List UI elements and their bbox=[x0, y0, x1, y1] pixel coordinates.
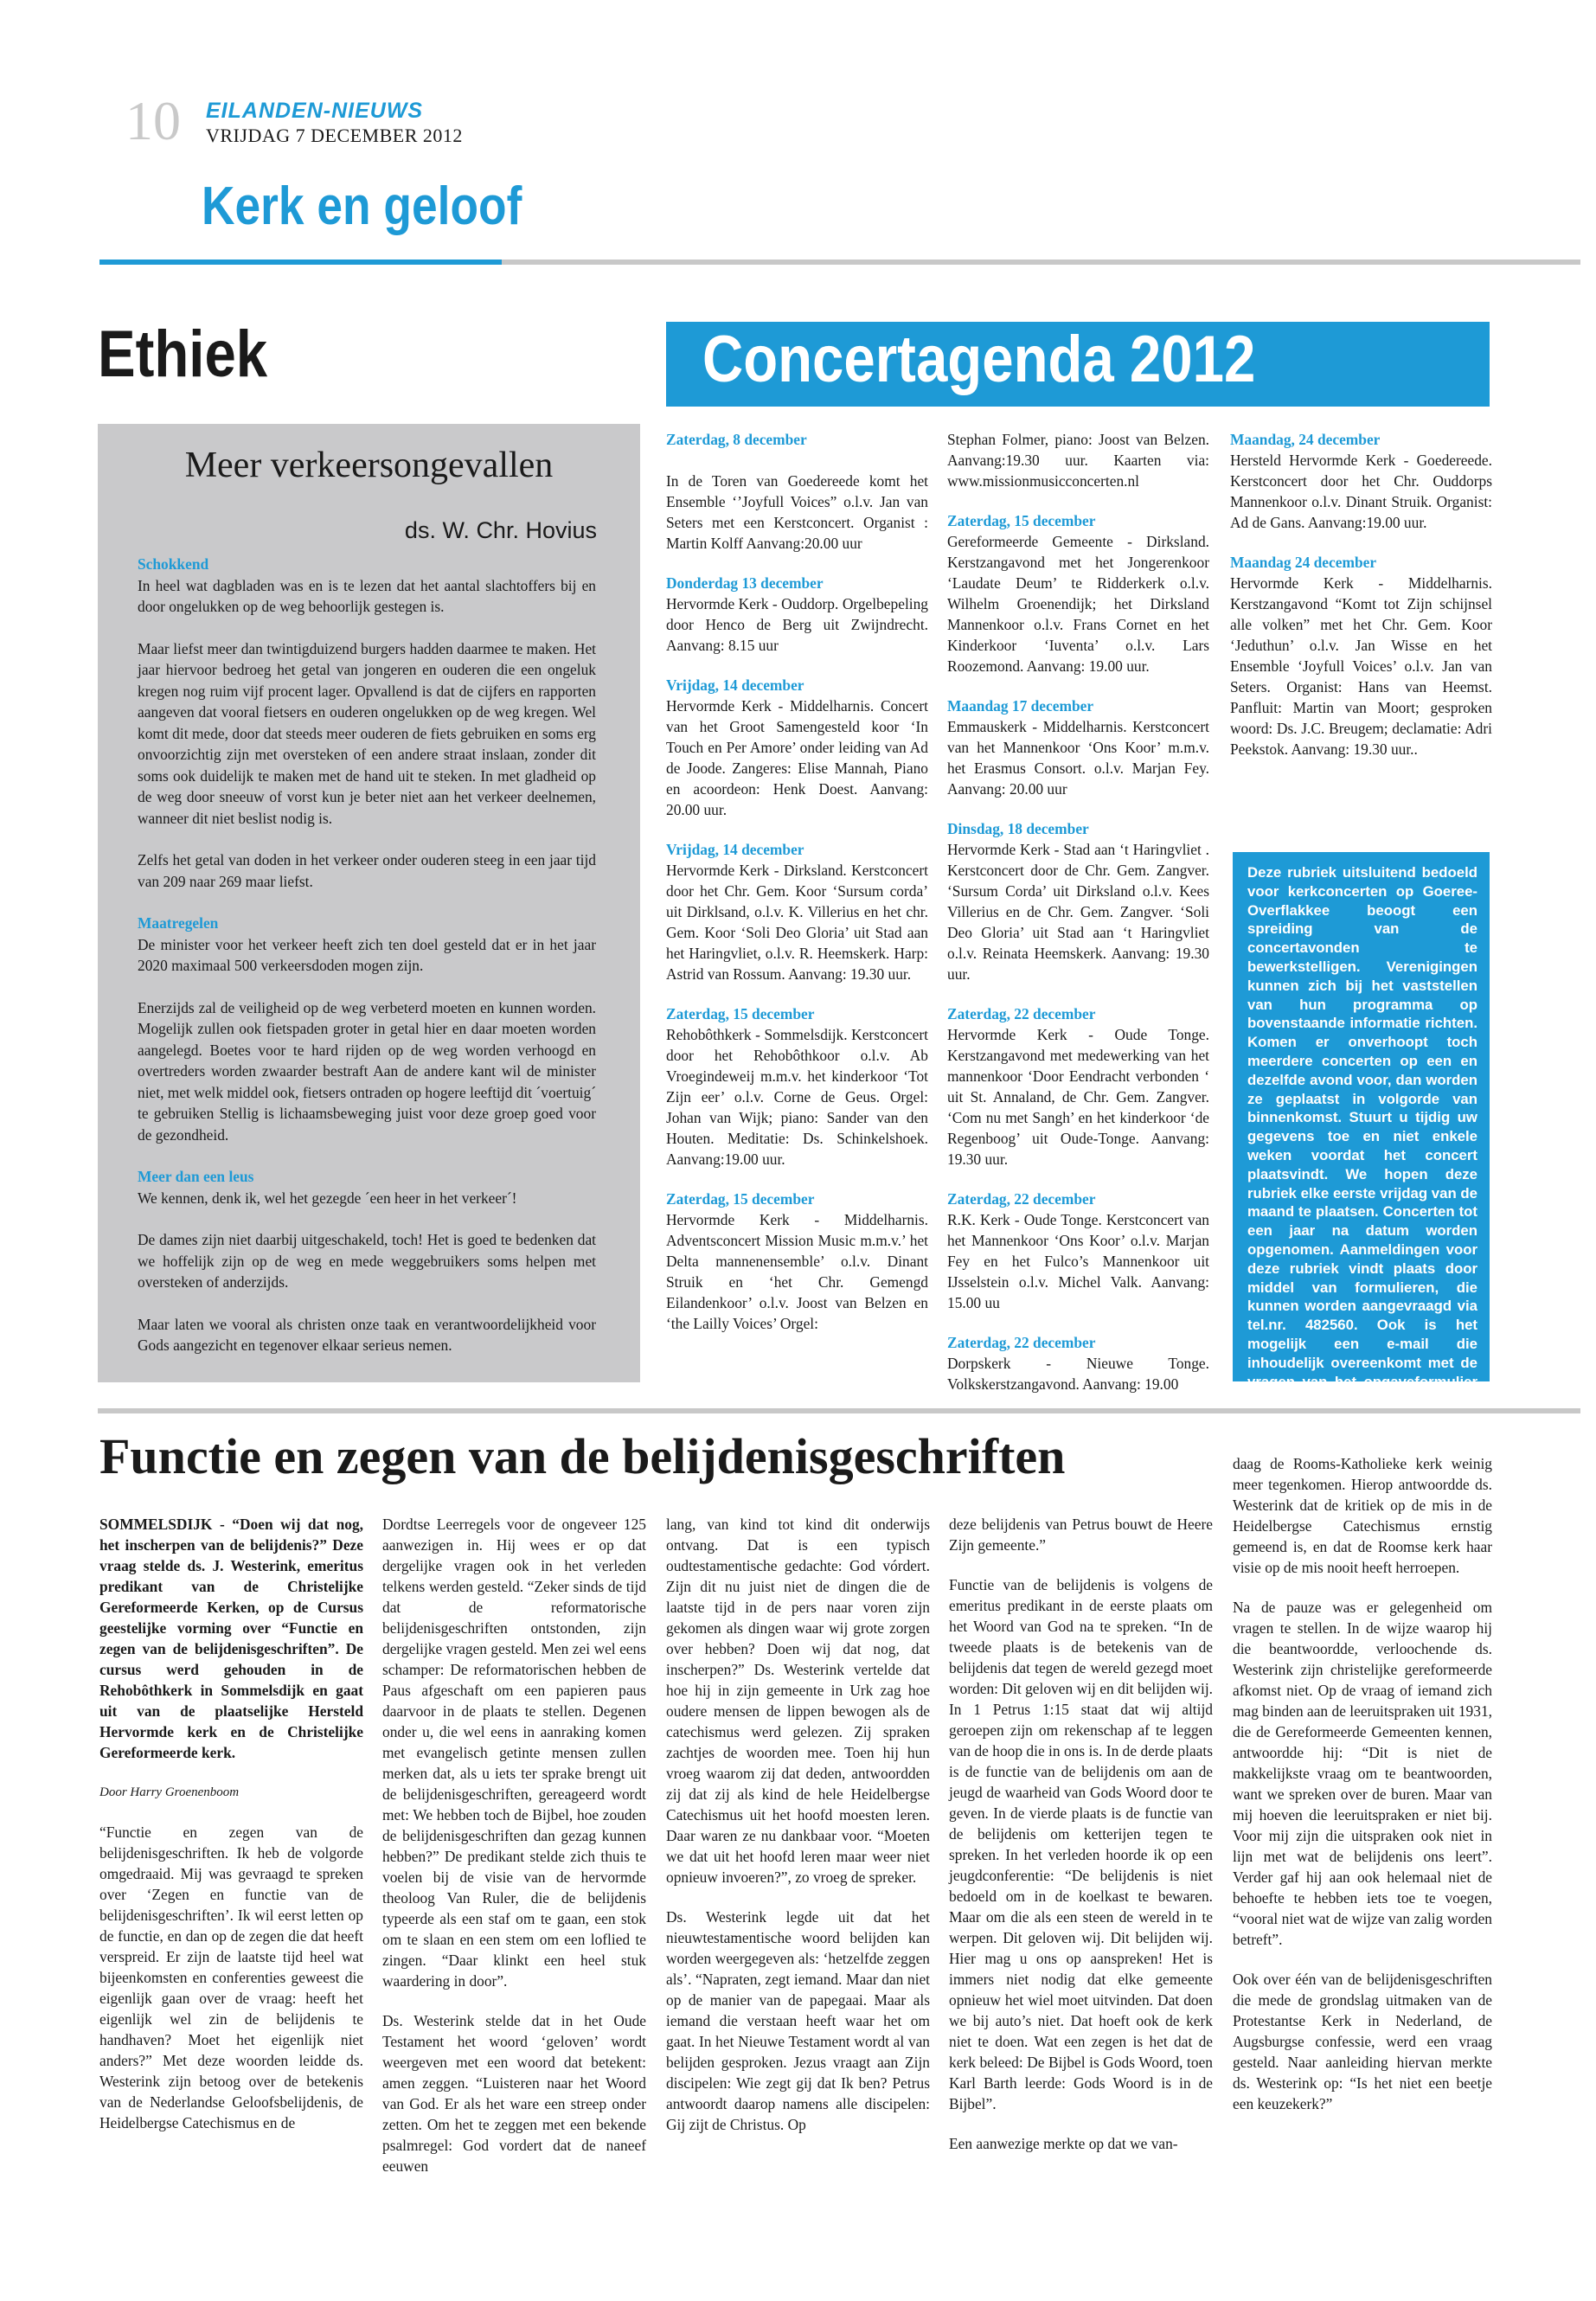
concert-entry: In de Toren van Goedereede komt het Ensemble ‘’Joyfull Voices” o.l.v. Jan van Seters met een Kerstconcert. Organist : Martin Kolff Aanvang:20.00 uur bbox=[666, 472, 928, 552]
concert-entry: Hersteld Hervormde Kerk - Goedereede. Kerstconcert door het Chr. Ouddorps Mannenkoor o.l.v. Dinant Struik. Organist: Ad de Gans. Aanvang:19.00 uur. bbox=[1230, 452, 1492, 531]
concert-date: Zaterdag, 22 december bbox=[947, 1190, 1096, 1208]
ethiek-author: ds. W. Chr. Hovius bbox=[404, 517, 597, 543]
article-paragraph: “Functie en zegen van de belijdenisgeschriften. Ik heb de volgorde omgedraaid. Mij was gevraagd te spreken over ‘Zegen en functie van de belijdenisgeschriften’. Ik wil eerst letten op de functie, en dan op de zegen die dat heeft verspreid. Er zijn de laatste tijd heel wat bijeenkomsten en conferenties geweest die eigenlijk gaan over de vraag: heeft het eigenlijk wel zin de belijdenis te handhaven? Moet het eigenlijk niet anders?” Met deze woorden leidde ds. Westerink zijn betoog over de betekenis van de Nederlandse Geloofsbelijdenis, de Heidelbergse Catechismus en de bbox=[99, 1823, 363, 2131]
article-paragraph: Ds. Westerink stelde dat in het Oude Testament het woord ‘geloven’ wordt weergeven met een woord dat betekent: amen zeggen. “Luisteren naar het Woord van God. Er als het ware een streep onder zetten. Om het te zeggen met een bekende psalmregel: God vordert dat de naneef eeuwen bbox=[382, 2012, 646, 2175]
concert-entry: Hervormde Kerk - Middelharnis. Concert van het Groot Samengesteld koor ‘In Touch en Per Amore’ onder leiding van Ad de Joode. Zangeres: Elise Mannah, Piano en acoordeon: Henk Doest. Aanvang: 20.00 uur. bbox=[666, 697, 928, 818]
concert-date: Zaterdag, 15 december bbox=[666, 1005, 815, 1022]
concert-entry: Stephan Folmer, piano: Joost van Belzen. Aanvang:19.30 uur. Kaarten via: www.missionmusicconcerten.nl bbox=[947, 431, 1209, 490]
article-paragraph: Een aanwezige merkte op dat we van- bbox=[949, 2135, 1178, 2152]
ethiek-heading: Maatregelen bbox=[138, 914, 219, 932]
concert-date: Zaterdag, 8 december bbox=[666, 431, 807, 448]
ethiek-paragraph: We kennen, denk ik, wel het gezegde ´een heer in het verkeer´! bbox=[138, 1189, 517, 1207]
article-paragraph: Ook over één van de belijdenisgeschriften die mede de grondslag uitmaken van de Protestantse Kerk in Nederland, de Augsburgse confessie, werd een vraag gesteld. Naar aanleiding hiervan merkte ds. Westerink op: “Is het niet een beetje een keuzekerk?” bbox=[1233, 1971, 1492, 2112]
concert-date: Zaterdag, 15 december bbox=[666, 1190, 815, 1208]
concert-column-3 bbox=[1230, 429, 1492, 779]
article-paragraph: Ds. Westerink legde uit dat het nieuwtestamentische woord belijden kan worden weergegeven als: ‘hetzelfde zeggen als’. “Napraten, zegt iemand. Maar dan niet op de manier van de papegaai. Maar als iemand die verstaan heeft waar het om gaat. In het Nieuwe Testament wordt al van belijden gesproken. Jezus vraagt aan Zijn discipelen: Wie zegt gij dat Ik ben? Petrus antwoordt daarop namens alle discipelen: Gij zijt de Christus. Op bbox=[666, 1908, 930, 2133]
ethiek-heading: Schokkend bbox=[138, 555, 209, 573]
concert-entry: Emmauskerk - Middelharnis. Kerstconcert van het Mannenkoor ‘Ons Koor’ m.m.v. het Erasmus Consort. o.l.v. Marjan Fey. Aanvang: 20.00 uur bbox=[947, 718, 1209, 798]
concert-date: Vrijdag, 14 december bbox=[666, 676, 804, 694]
concert-entry: Gereformeerde Gemeente - Dirksland. Kerstzangavond met het Jongerenkoor ‘Laudate Deum’ te Ridderkerk o.l.v. Wilhelm Groenendijk; het Dirksland Mannenkoor o.l.v. Frans Cornet en het Kinderkoor ‘Iuventa’ o.l.v. Lars Roozemond. Aanvang: 19.00 uur. bbox=[947, 533, 1209, 675]
ethiek-paragraph: Zelfs het getal van doden in het verkeer onder ouderen steeg in een jaar tijd van 209 naar 269 maar liefst. bbox=[138, 851, 596, 890]
concert-date: Maandag 17 december bbox=[947, 697, 1094, 715]
article-paragraph: Functie van de belijdenis is volgens de emeritus predikant in de eerste plaats om het Woord van God na te spreken. “In de tweede plaats is de betekenis van de belijdenis dat tegen de wereld gezegd moet worden: Dit geloven wij en dit belijden wij. In 1 Petrus 1:15 staat dat wij altijd geroepen zijn om rekenschap af te leggen van de hoop die in ons is. In de derde plaats is de functie van de belijdenis om aan de jeugd de waarheid van Gods Woord door te geven. In de vierde plaats is de functie van de belijdenis om ketterijen tegen te spreken. In het verleden hoorde ik op een jeugdconferentie: “De belijdenis is niet bedoeld om in de koelkast te bewaren. Maar om die als een steen de wereld in te werpen. Dit geloven wij. Dit belijden wij. Hier mag u ons op aanspreken! Het is immers niet nodig dat elke gemeente opnieuw het wiel moet uitvinden. Dat doen we bij auto’s niet. Dat hoeft ook de kerk niet te doen. Wat een zegen is het dat de kerk beleed: De Bijbel is Gods Woord, toen Karl Barth leerde: Gods Woord is in de Bijbel”. bbox=[949, 1576, 1213, 2112]
concert-entry: Rehobôthkerk - Sommelsdijk. Kerstconcert door het Rehobôthkoor o.l.v. Ab Vroegindeweij m.m.v. het kinderkoor ‘Tot Zijn eer’ o.l.v. Corne de Geus. Orgel: Johan van Wijk; piano: Sander van den Houten. Meditatie: Ds. Schinkelshoek. Aanvang:19.00 uur. bbox=[666, 1026, 928, 1168]
concert-entry: R.K. Kerk - Oude Tonge. Kerstconcert van het Mannenkoor ‘Ons Koor’ o.l.v. Marjan Fey en het Fulco’s Mannenkoor uit IJsselstein o.l.v. Michel Valk. Aanvang: 15.00 uu bbox=[947, 1211, 1209, 1311]
section-title: Kerk en geloof bbox=[202, 176, 522, 236]
concert-entry: Dorpskerk - Nieuwe Tonge. Volkskerstzangavond. Aanvang: 19.00 bbox=[947, 1355, 1209, 1393]
article-column-3 bbox=[666, 1514, 930, 2154]
ethiek-paragraph: De minister voor het verkeer heeft zich ten doel gesteld dat er in het jaar 2020 maximaal 500 verkeersdoden mogen zijn. bbox=[138, 935, 596, 974]
concert-date: Maandag, 24 december bbox=[1230, 431, 1381, 448]
ethiek-paragraph: In heel wat dagbladen was en is te lezen dat het aantal slachtoffers bij en door ongelukken op de weg behoorlijk gestegen is. bbox=[138, 576, 596, 615]
concert-date: Zaterdag, 22 december bbox=[947, 1005, 1096, 1022]
ethiek-heading: Meer dan een leus bbox=[138, 1168, 254, 1185]
ethiek-paragraph: De dames zijn niet daarbij uitgeschakeld, toch! Het is goed te bedenken dat we hoffelijk zijn op de weg en mede weggebruikers soms helpen met oversteken of anderzijds. bbox=[138, 1231, 596, 1291]
article-column-4 bbox=[949, 1514, 1213, 2173]
concert-entry: Hervormde Kerk - Middelharnis. Kerstzangavond “Komt tot Zijn schijnsel alle volken” met het Chr. Gem. Koor ‘Jeduthun’ o.l.v. Jan Wisse en het Ensemble ‘Joyfull Voices’ o.l.v. Jan van Seters. Organist: Hans van Heemst. Panfluit: Martin van Moort; gesproken woord: Ds. J.C. Breugem; declamatie: Adri Peekstok. Aanvang: 19.30 uur.. bbox=[1230, 574, 1492, 758]
ethiek-paragraph: Maar laten we vooral als christen onze taak en verantwoordelijkheid voor Gods aangezicht en tegenover elkaar serieus nemen. bbox=[138, 1315, 596, 1354]
article-paragraph: Dordtse Leerregels voor de ongeveer 125 aanwezigen in. Hij wees er op dat dergelijke vragen ook in het verleden telkens werden gesteld. “Zeker sinds de tijd dat de reformatorische belijdenisgeschriften ontstonden, zijn dergelijke vragen gesteld. Men zei wel eens schamper: De reformatorischen hebben de Paus afgeschaft om een papieren paus daarvoor in de plaats te stellen. Degenen onder u, die wel eens in aanraking komen met evangelisch getinte mensen zullen merken dat, als u iets ter sprake brengt uit de belijdenisgeschriften, gereageerd wordt met: We hebben toch de Bijbel, hoe zouden de belijdenisgeschriften dan gezag kunnen hebben?” De predikant stelde zich thuis te voelen bij de visie van de hervormde theoloog Van Ruler, die de belijdenis typeerde als een staf om te gaan, een stok om te slaan en een stem om een loflied te zingen. “Daar klinkt een heel stuk waardering in door”. bbox=[382, 1516, 646, 1990]
article-paragraph: Na de pauze was er gelegenheid om vragen te stellen. In de wijze waarop hij die beantwoordde, verloochende ds. Westerink zijn christelijke gereformeerde afkomst niet. Op de vraag of iemand zich mag binden aan de leeruitspraken uit 1931, die de Gereformeerde Gemeenten kennen, antwoordde hij: “Dit is niet de makkelijkste vraag om te beantwoorden, want we spreken over de buren. Maar van mij hoeven die leeruitspraken er niet bij. Voor mij zijn die uitspraken ook niet in lijn met wat de belijdenis ons leert”. Verder gaf hij aan ook helemaal niet de behoefte te hebben iets toe te voegen, “vooral niet wat de wijze van zalig worden betreft”. bbox=[1233, 1599, 1492, 1948]
concert-date: Maandag 24 december bbox=[1230, 554, 1377, 571]
concert-date: Dinsdag, 18 december bbox=[947, 820, 1089, 837]
concert-column-1 bbox=[666, 429, 928, 1353]
article-paragraph: lang, van kind tot kind dit onderwijs ontvang. Dat is een typisch oudtestamentische gedachte: God vórdert. Zijn dit nu juist niet de dingen die de laatste tijd in de pers naar voren zijn gekomen als dingen waar wij grote zorgen over hebben? Doen wij dat nog, dat inscherpen?” Ds. Westerink vertelde dat hoe hij in zijn gemeente in Urk zag hoe oudere mensen de lippen bewogen als de catechismus werd gelezen. Zij spraken zachtjes de woorden mee. Toen hij hun vroeg waarom zij dat deden, antwoordden zij dat zij als kind de hele Heidelbergse Catechismus uit het hoofd moesten leren. Daar waren ze nu dankbaar voor. “Moeten we dat uit het hoofd leren maar weer niet opnieuw invoeren?”, zo vroeg de spreker. bbox=[666, 1516, 930, 1886]
article-column-5 bbox=[1233, 1453, 1492, 2133]
ethiek-label: Ethiek bbox=[98, 317, 268, 391]
concert-info-text: Deze rubriek uitsluitend bedoeld voor kerkconcerten op Goeree-Overflakkee beoogt een spreiding van de concertavonden te bewerkstelligen. Verenigingen kunnen zich bij het vaststellen van hun programma op bovenstaande informatie richten. Komen er onverhoopt toch meerdere concerten op een en dezelfde avond voor, dan worden ze geplaatst in volgorde van binnenkomst. Stuurt u tijdig uw gegevens toe en niet enkele weken voordat het concert plaatsvindt. We hopen deze rubriek elke eerste vrijdag van de maand te plaatsen. Concerten tot een jaar na datum worden opgenomen. Aanmeldingen voor deze rubriek vindt plaats door middel van formulieren, die kunnen worden aangevraagd via tel.nr. 482560. Ook is het mogelijk een e-mail die inhoudelijk overeenkomt met de vragen van het opgaveformulier te sturen aan jvanhoorn@wxs.nl. bbox=[1247, 864, 1477, 1409]
article-title: Functie en zegen van de belijdenisgeschriften bbox=[99, 1428, 1066, 1484]
issue-date: VRIJDAG 7 DECEMBER 2012 bbox=[206, 125, 463, 146]
article-paragraph: deze belijdenis van Petrus bouwt de Heere Zijn gemeente.” bbox=[949, 1516, 1213, 1554]
concert-entry: Hervormde Kerk - Oude Tonge. Kerstzangavond met medewerking van het mannenkoor ‘Door Eendracht verbonden ‘ uit St. Annaland, de Chr. Gem. Zangver. ‘Com nu met Sangh’ en het kinderkoor ‘de Regenboog’ uit Oude-Tonge. Aanvang: 19.30 uur. bbox=[947, 1026, 1209, 1168]
masthead-logo: EILANDEN-NIEUWS bbox=[206, 99, 424, 123]
concert-entry: Hervormde Kerk - Ouddorp. Orgelbepeling door Henco de Berg uit Zwijndrecht. Aanvang: 8.15 uur bbox=[666, 595, 928, 654]
ethiek-paragraph: Enerzijds zal de veiligheid op de weg verbeterd moeten en kunnen worden. Mogelijk zullen ook fietspaden groter in getal hier en daar moeten worden aangelegd. Boetes voor te hard rijden op de weg worden verhoogd en overtreders worden zwaarder bestraft Aan de andere kant wil de minister niet, met welk middel ook, fietsers ontraden op hogere leeftijd dit ´voertuig´ te gebruiken Stellig is lichaamsbeweging juist voor deze groep goed voor de gezondheid. bbox=[138, 998, 596, 1144]
ethiek-paragraph: Maar liefst meer dan twintigduizend burgers hadden daarmee te maken. Het jaar hiervoor bedroeg het getal van jongeren en ouderen die een ongeluk kregen nog ruim vijf procent lager. Opvallend is dat de cijfers en rapporten aangeven dat vooral fietsers en ouderen ongelukken op de weg kregen. Wel komt dit mede, door dat steeds meer ouderen de fiets gebruiken en soms erg onvoorzichtig zijn met oversteken of een andere straat inslaan, zonder dit soms ook duidelijk te maken met de hand uit te steken. In met gladheid op de weg door sneeuw of vorst kun je beter niet aan het verkeer deelnemen, wanneer dit niet beslist nodig is. bbox=[138, 639, 596, 827]
concert-date: Zaterdag, 15 december bbox=[947, 512, 1096, 529]
article-byline: Door Harry Groenenboom bbox=[99, 1785, 240, 1799]
concert-entry: Hervormde Kerk - Middelharnis. Adventsconcert Mission Music m.m.v.’ het Delta mannenensemble’ o.l.v. Dinant Struik en ‘het Chr. Gemengd Eilandenkoor’ o.l.v. Joost van Belzen en ‘the Lailly Voices’ Orgel: bbox=[666, 1211, 928, 1332]
concert-column-2 bbox=[947, 429, 1209, 1413]
concert-entry: Hervormde Kerk - Stad aan ‘t Haringvliet . Kerstconcert door de Chr. Gem. Zangver. ‘Sursum Corda’ uit Dirksland o.l.v. Kees Villerius en de Chr. Gem. Zangver. ‘Soli Deo Gloria’ uit Stad aan ‘t Haringvliet o.l.v. Reinata Heemskerk. Aanvang: 19.30 uur. bbox=[947, 841, 1209, 983]
ethiek-body bbox=[138, 554, 596, 1377]
concert-date: Zaterdag, 22 december bbox=[947, 1334, 1096, 1351]
article-column-1 bbox=[99, 1514, 363, 2152]
article-rule bbox=[98, 1408, 1580, 1413]
section-rule-accent bbox=[99, 260, 502, 265]
article-lead: SOMMELSDIJK - “Doen wij dat nog, het inscherpen van de belijdenis?” Deze vraag stelde ds. J. Westerink, emeritus predikant van de Christelijke Gereformeerde Kerken, op de Cursus geestelijke vorming over “Functie en zegen van de belijdenisgeschriften”. De cursus werd gehouden in de Rehobôthkerk in Sommelsdijk en gaat uit van de plaatselijke Hersteld Hervormde kerk en de Christelijke Gereformeerde kerk. bbox=[99, 1516, 363, 1761]
concert-entry: Hervormde Kerk - Dirksland. Kerstconcert door het Chr. Gem. Koor ‘Sursum corda’ uit Dirklsand, o.l.v. K. Villerius en het chr. Gem. Koor ‘Soli Deo Gloria’ uit Stad aan het Haringvliet, o.l.v. R. Heemskerk. Harp: Astrid van Rossum. Aanvang: 19.30 uur. bbox=[666, 862, 928, 983]
ethiek-title: Meer verkeersongevallen bbox=[184, 445, 554, 485]
page-number: 10 bbox=[125, 90, 181, 151]
article-column-2 bbox=[382, 1514, 646, 2195]
concertagenda-title: Concertagenda 2012 bbox=[702, 323, 1256, 396]
article-paragraph: daag de Rooms-Katholieke kerk weinig meer tegenkomen. Hierop antwoordde ds. Westerink dat de kritiek op de mis in de Heidelbergse Catechismus ernstig gemeend is, en dat de Roomse kerk haar visie op de mis nooit heeft herroepen. bbox=[1233, 1455, 1492, 1576]
concert-date: Vrijdag, 14 december bbox=[666, 841, 804, 858]
concert-date: Donderdag 13 december bbox=[666, 574, 824, 592]
